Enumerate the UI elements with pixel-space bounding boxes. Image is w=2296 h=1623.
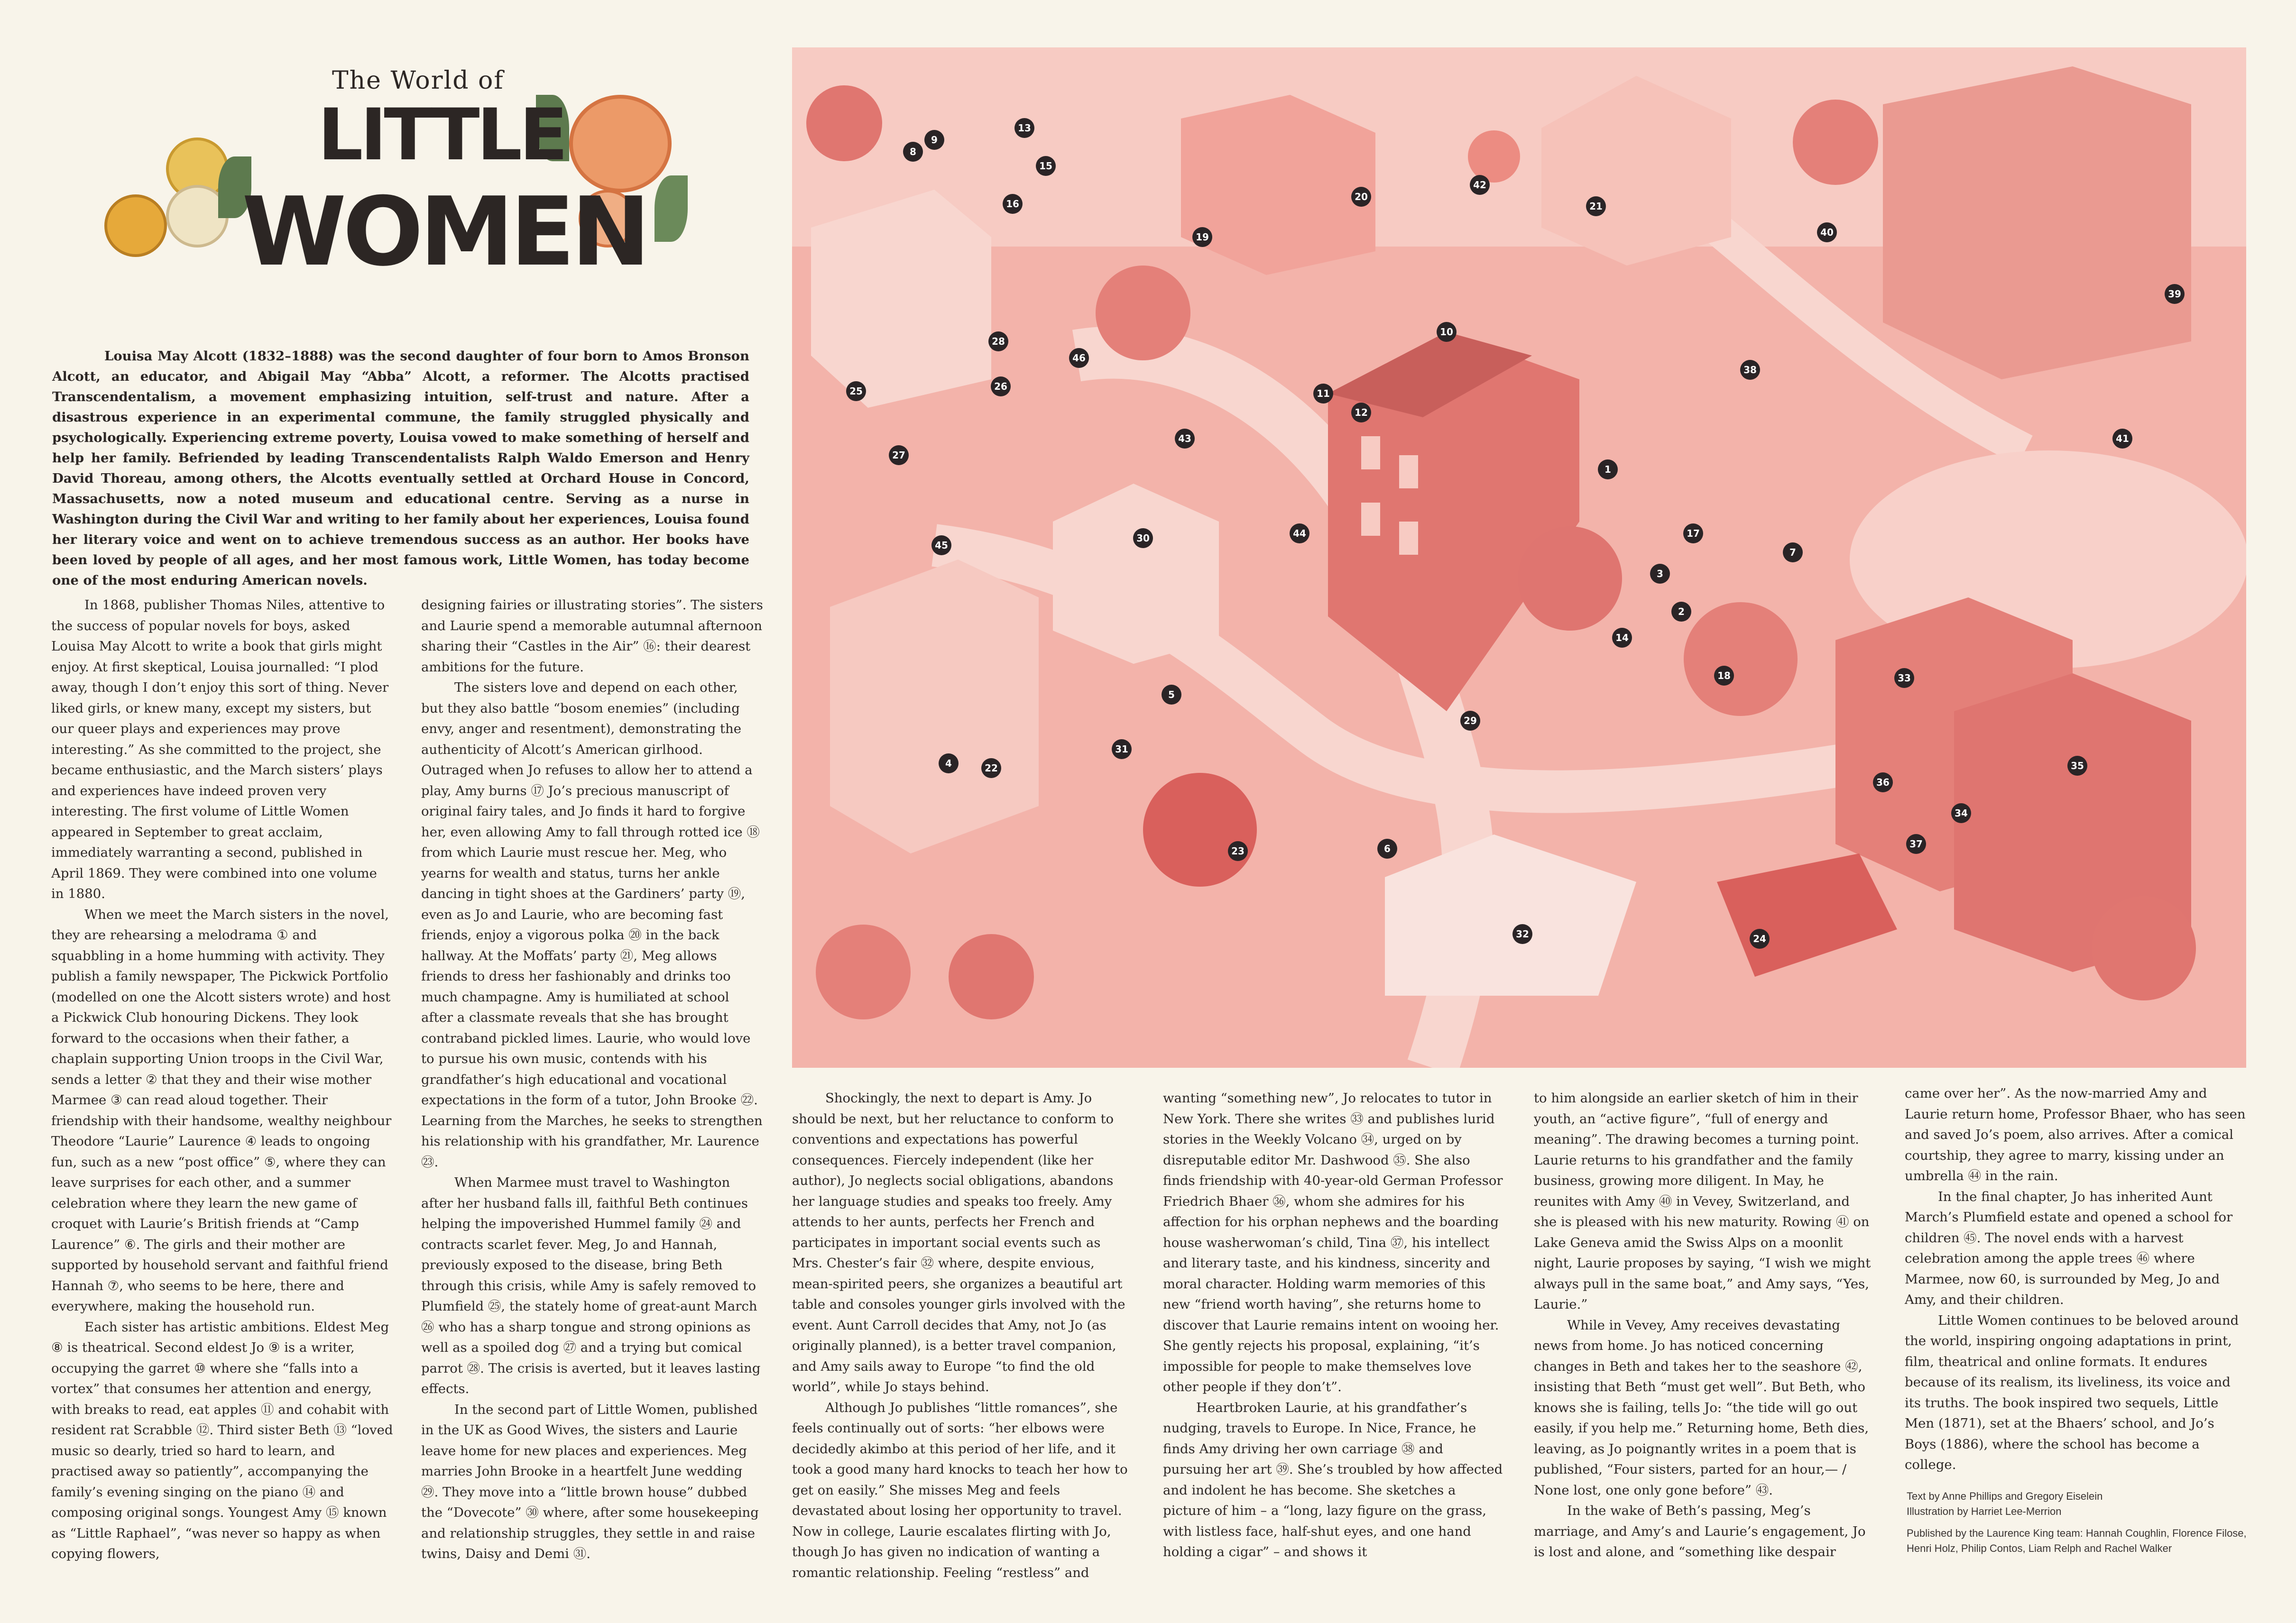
- paragraph: In the final chapter, Jo has inherited Aunt March’s Plumfield estate and opened a school for children ㊺. The novel ends with a harvest celebration among the apple trees ㊻ where Marmee, now 60, is surrounded by Meg, Jo and Amy, and their children.: [1905, 1189, 2233, 1307]
- map-marker-26: 26: [991, 376, 1011, 396]
- map-marker-37: 37: [1906, 834, 1926, 854]
- map-marker-45: 45: [931, 535, 951, 555]
- map-marker-5: 5: [1162, 685, 1181, 705]
- title-prefix: The World of: [332, 66, 504, 95]
- title-line2: WOMEN: [242, 177, 647, 287]
- map-marker-40: 40: [1817, 222, 1837, 242]
- paragraph: Although Jo publishes “little romances”, she feels continually out of sorts: “her elbows were decidedly akimbo at this period of her life, and it took a good many hard knocks to teach her how to get on easily.” She misses Meg and feels devastated about losing her opportunity to travel. Now in college, Laurie escalates flirting with Jo, though Jo has given no indication of wanting a romantic relationship. Feeling “restless” and: [792, 1400, 1128, 1580]
- paragraph: In 1868, publisher Thomas Niles, attentive to the success of popular novels for boys, asked Louisa May Alcott to write a book that girls might enjoy. At first skeptical, Louisa journalled: “I plod away, though I don’t enjoy this sort of thing. Never liked girls, or knew many, except my sisters, but our queer plays and experiences may prove interesting.” As she committed to the project, she became enthusiastic, and the March sisters’ plays and experiences have indeed proven very interesting. The first volume of Little Women appeared in September to great acclaim, immediately warranting a second, published in April 1869. They were combined into one volume in 1880.: [51, 597, 389, 901]
- paragraph: When we meet the March sisters in the novel, they are rehearsing a melodrama ① and squabbling in a home humming with activity. They publish a family newspaper, The Pickwick Portfolio (modelled on one the Alcott sisters wrote) and host a Pickwick Club honouring Dickens. They look forward to the occasions when their father, a chaplain supporting Union troops in the Civil War, sends a letter ② that they and their wise mother Marmee ③ can read aloud together. Their friendship with their handsome, wealthy neighbour Theodore “Laurie” Laurence ④ leads to ongoing fun, such as a new “post office” ⑤, where they can leave surprises for each other, and a summer celebration where they learn the new game of croquet with Laurie’s British friends at “Camp Laurence” ⑥. The girls and their mother are supported by household servant and faithful friend Hannah ⑦, who seems to be here, there and everywhere, making the household run.: [51, 907, 392, 1314]
- text-column-5: [1534, 1088, 1876, 1563]
- paragraph: designing fairies or illustrating stories”. The sisters and Laurie spend a memorable autumnal afternoon sharing their “Castles in the Air” ⑯: their dearest ambitions for the future.: [421, 597, 763, 675]
- leaf-icon: [655, 175, 688, 242]
- map-marker-38: 38: [1740, 360, 1760, 380]
- paragraph: to him alongside an earlier sketch of him in their youth, an “active figure”, “full of energy and meaning”. The drawing becomes a turning point. Laurie returns to his grandfather and the family business, growing more diligent. In May, he reunites with Amy ㊵ in Vevey, Switzerland, and she is pleased with his new maturity. Rowing ㊶ on Lake Geneva amid the Swiss Alps on a moonlit night, Laurie proposes by saying, “I wish we might always pull in the same boat,” and Amy says, “Yes, Laurie.”: [1534, 1091, 1871, 1312]
- map-marker-39: 39: [2165, 284, 2185, 304]
- title-line1: LITTLE: [318, 94, 565, 176]
- map-marker-20: 20: [1351, 187, 1371, 207]
- paragraph: Shockingly, the next to depart is Amy. Jo should be next, but her reluctance to conform to conventions and expectations has powerful consequences. Fiercely independent (like her author), Jo neglects social obligations, abandons her language studies and speaks too freely. Amy attends to her aunts, perfects her French and participates in important social events such as Mrs. Chester’s fair ㉜ where, despite envious, mean-spirited peers, she organizes a beautiful art table and consoles younger girls involved with the event. Aunt Carroll decides that Amy, not Jo (as originally planned), is a better travel companion, and Amy sails away to Europe “to find the old world”, while Jo stays behind.: [792, 1091, 1125, 1394]
- text-column-3: [792, 1088, 1134, 1583]
- paragraph: When Marmee must travel to Washington after her husband falls ill, faithful Beth continues helping the impoverished Hummel family ㉔ and contracts scarlet fever. Meg, Jo and Hannah, previously exposed to the disease, bring Beth through this crisis, while Amy is safely removed to Plumfield ㉕, the stately home of great-aunt March ㉖ who has a sharp tongue and strong opinions as well as a spoiled dog ㉗ and a trying but comical parrot ㉘. The crisis is averted, but it leaves lasting effects.: [421, 1175, 761, 1396]
- map-marker-2: 2: [1671, 602, 1691, 622]
- map-marker-14: 14: [1612, 628, 1632, 648]
- text-column-1: [51, 595, 394, 1565]
- map-marker-10: 10: [1437, 322, 1457, 342]
- map-marker-44: 44: [1290, 523, 1309, 543]
- map-marker-4: 4: [939, 753, 959, 773]
- map-marker-6: 6: [1377, 839, 1397, 859]
- map-illustration: [792, 47, 2246, 1068]
- paragraph: Heartbroken Laurie, at his grandfather’s nudging, travels to Europe. In Nice, France, he finds Amy driving her own carriage ㊳ and pursuing her art ㊴. She’s troubled by how affected and indolent he has become. She sketches a picture of him – a “long, lazy figure on the grass, with listless face, half-shut eyes, and one hand holding a cigar” – and shows it: [1163, 1400, 1503, 1559]
- map-marker-29: 29: [1460, 711, 1480, 731]
- map-marker-28: 28: [988, 331, 1008, 351]
- map-marker-31: 31: [1112, 739, 1132, 759]
- map-marker-43: 43: [1175, 429, 1195, 449]
- map-marker-24: 24: [1750, 929, 1770, 949]
- map-marker-15: 15: [1036, 156, 1056, 176]
- map-marker-23: 23: [1228, 841, 1248, 861]
- map-marker-11: 11: [1313, 384, 1333, 403]
- map-marker-36: 36: [1873, 772, 1893, 792]
- map-marker-30: 30: [1133, 528, 1153, 548]
- credits: [1907, 1489, 2248, 1563]
- map-marker-8: 8: [903, 142, 923, 162]
- map-marker-13: 13: [1014, 118, 1034, 138]
- paragraph: In the second part of Little Women, published in the UK as Good Wives, the sisters and Laurie leave home for new places and experiences. Meg marries John Brooke in a heartfelt June wedding ㉙. They move into a “little brown house” dubbed the “Dovecote” ㉚ where, after some housekeeping and relationship struggles, they settle in and raise twins, Daisy and Demi ㉛.: [421, 1402, 759, 1561]
- map-marker-32: 32: [1512, 924, 1532, 944]
- map-marker-9: 9: [924, 130, 944, 150]
- text-column-2: [421, 595, 764, 1565]
- map-marker-35: 35: [2067, 756, 2087, 776]
- paragraph: In the wake of Beth’s passing, Meg’s marriage, and Amy’s and Laurie’s engagement, Jo is lost and alone, and “something like despair: [1534, 1503, 1866, 1559]
- intro-paragraph: Louisa May Alcott (1832–1888) was the second daughter of four born to Amos Bronson Alcott, an educator, and Abigail May “Abba” Alcott, a reformer. The Alcotts practised Transcendentalism, a movement emphasizing intuition, self-trust and nature. After a disastrous experience in an experimental commune, the family struggled physically and psychologically. Experiencing extreme poverty, Louisa vowed to make something of herself and help her family. Befriended by leading Transcendentalists Ralph Waldo Emerson and Henry David Thoreau, among others, the Alcotts eventually settled at Orchard House in Concord, Massachusetts, now a noted museum and educational centre. Serving as a nurse in Washington during the Civil War and writing to her family about her experiences, Louisa found her literary voice and went on to achieve tremendous success as an author. Her books have been loved by people of all ages, and her most famous work, Little Women, has today become one of the most enduring American novels.: [52, 348, 749, 588]
- map-marker-18: 18: [1714, 666, 1734, 686]
- pansy-flower-icon: [104, 194, 167, 257]
- text-column-4: [1163, 1088, 1505, 1563]
- paragraph: wanting “something new”, Jo relocates to tutor in New York. There she writes ㉝ and publishes lurid stories in the Weekly Volcano ㉞, urged on by disreputable editor Mr. Dashwood ㉟. She also finds friendship with 40-year-old German Professor Friedrich Bhaer ㊱, whom she admires for his affection for his orphan nephews and the boarding house washerwoman’s child, Tina ㊲, his intellect and literary taste, and his kindness, sincerity and moral character. Holding warm memories of this new “friend worth having”, she returns home to discover that Laurie remains intent on wooing her. She gently rejects his proposal, explaining, “it’s impossible for people to make themselves love other people if they don’t”.: [1163, 1091, 1503, 1394]
- map-marker-12: 12: [1351, 403, 1371, 422]
- publisher-credit: Published by the Laurence King team: Hannah Coughlin, Florence Filose, Henri Holz, Philip Contos, Liam Relph and Rachel Walker: [1907, 1527, 2247, 1554]
- map-marker-27: 27: [889, 445, 909, 465]
- paragraph: came over her”. As the now-married Amy and Laurie return home, Professor Bhaer, who has seen and saved Jo’s poem, also arrives. After a comical courtship, they agree to marry, kissing under an umbrella ㊹ in the rain.: [1905, 1086, 2246, 1183]
- map-marker-34: 34: [1951, 803, 1971, 823]
- title-block: [95, 66, 749, 303]
- map-marker-33: 33: [1894, 668, 1914, 688]
- map-marker-3: 3: [1650, 564, 1670, 584]
- paragraph: Little Women continues to be beloved around the world, inspiring ongoing adaptations in print, film, theatrical and online formats. It endures because of its realism, its liveliness, its voice and its truths. The book inspired two sequels, Little Men (1871), set at the Bhaers’ school, and Jo’s Boys (1886), where the school has become a college.: [1905, 1312, 2239, 1472]
- map-marker-42: 42: [1470, 175, 1490, 195]
- map-marker-17: 17: [1683, 523, 1703, 543]
- map-marker-25: 25: [846, 381, 866, 401]
- text-credit: Text by Anne Phillips and Gregory Eiselein Illustration by Harriet Lee-Merrion: [1907, 1490, 2103, 1517]
- paragraph: The sisters love and depend on each other, but they also battle “bosom enemies” (including envy, anger and resentment), demonstrating the authenticity of Alcott’s American girlhood. Outraged when Jo refuses to allow her to attend a play, Amy burns ⑰ Jo’s precious manuscript of original fairy tales, and Jo finds it hard to forgive her, even allowing Amy to fall through rotted ice ⑱ from which Laurie must rescue her. Meg, who yearns for wealth and status, turns her ankle dancing in tight shoes at the Gardiners’ party ⑲, even as Jo and Laurie, who are becoming fast friends, enjoy a vigorous polka ⑳ in the back hallway. At the Moffats’ party ㉑, Meg allows friends to dress her fashionably and drinks too much champagne. Amy is humiliated at school after a classmate reveals that she has brought contraband pickled limes. Laurie, who would love to pursue his own music, contends with his grandfather’s high educational and vocational expectations in the form of a tutor, John Brooke ㉒. Learning from the Marches, he seeks to strengthen his relationship with his grandfather, Mr. Laurence ㉓.: [421, 680, 763, 1170]
- paragraph: Each sister has artistic ambitions. Eldest Meg ⑧ is theatrical. Second eldest Jo ⑨ is a writer, occupying the garret ⑩ where she “falls into a vortex” that consumes her attention and energy, with breaks to read, eat apples ⑪ and cohabit with resident rat Scrabble ⑫. Third sister Beth ⑬ “loved music so dearly, tried so hard to learn, and practised away so patiently”, accompanying the family’s evening singing on the piano ⑭ and composing original songs. Youngest Amy ⑮ known as “Little Raphael”, “was never so happy as when copying flowers,: [51, 1319, 393, 1561]
- map-marker-7: 7: [1783, 542, 1803, 562]
- map-marker-19: 19: [1192, 227, 1212, 247]
- map-marker-41: 41: [2112, 429, 2132, 449]
- map-marker-1: 1: [1598, 459, 1618, 479]
- paragraph: While in Vevey, Amy receives devastating news from home. Jo has noticed concerning changes in Beth and takes her to the seashore ㊷, insisting that Beth “must get well”. But Beth, who knows she is failing, tells Jo: “the tide will go out easily, if you help me.” Returning home, Beth dies, leaving, as Jo poignantly writes in a poem that is published, “Four sisters, parted for an hour,— / None lost, one only gone before” ㊸.: [1534, 1317, 1869, 1498]
- map-marker-46: 46: [1069, 348, 1089, 368]
- map-marker-22: 22: [981, 758, 1001, 778]
- map-marker-21: 21: [1586, 196, 1606, 216]
- text-column-6: [1905, 1083, 2247, 1476]
- map-marker-16: 16: [1003, 194, 1023, 214]
